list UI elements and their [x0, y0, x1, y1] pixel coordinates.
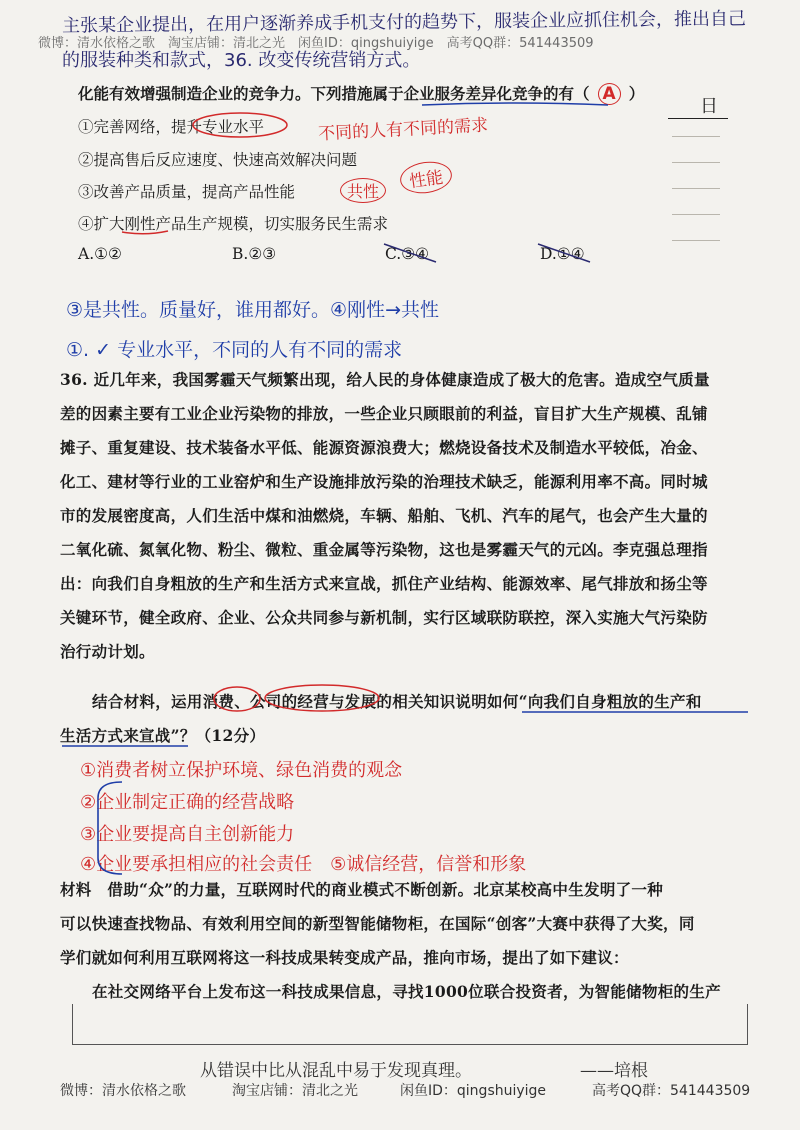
note-item1: 不同的人有不同的需求 — [317, 115, 489, 145]
blue-note-2: ①. ✓ 专业水平，不同的人有不同的需求 — [66, 339, 403, 361]
note-item3-b: 性能 — [398, 159, 454, 197]
date-underline — [668, 118, 728, 119]
underline-task — [520, 708, 750, 716]
note-item3-a: 共性 — [340, 178, 386, 203]
footer-qq: 高考QQ群：541443509 — [592, 1083, 751, 1099]
q35-option-c: C.③④ — [385, 245, 430, 263]
underline-rigid — [120, 228, 170, 236]
blue-note-1: ③是共性。质量好，谁用都好。④刚性→共性 — [66, 299, 439, 321]
handwritten-note-top-line1: 主张某企业提出，在用户逐渐养成手机支付的趋势下，服装企业应抓住机会，推出自己 — [61, 8, 747, 37]
circle-consumption — [212, 684, 262, 714]
rule-line — [672, 240, 720, 241]
q36-line-6: 二氧化硫、氮氧化物、粉尘、微粒、重金属等污染物，这也是雾霾天气的元凶。李克强总理指 — [60, 540, 708, 559]
rule-line — [672, 214, 720, 215]
handwritten-note-top-line2: 的服装种类和款式，36. 改变传统营销方式。 — [62, 50, 421, 71]
rule-line — [672, 188, 720, 189]
underline-differentiation — [420, 100, 610, 108]
q36-task-line1: 结合材料，运用消费、公司的经营与发展的相关知识说明如何“向我们自身粗放的生产和 — [92, 692, 702, 711]
answer-mark: A — [598, 83, 621, 105]
q36-line-5: 市的发展密度高，人们生活中煤和油燃烧，车辆、船舶、飞机、汽车的尾气，也会产生大量的 — [60, 506, 708, 525]
q35-item-3: ③改善产品质量，提高产品性能 — [78, 183, 296, 201]
material-line-2: 可以快速查找物品、有效利用空间的新型智能储物柜，在国际“创客”大赛中获得了大奖，同 — [60, 914, 695, 933]
rule-line — [672, 162, 720, 163]
answer-3: ③企业要提高自主创新能力 — [80, 824, 295, 845]
q35-item-2: ②提高售后反应速度、快速高效解决问题 — [78, 151, 358, 169]
q35-option-b: B.②③ — [232, 245, 277, 263]
q35-item-4: ④扩大刚性产品生产规模，切实服务民生需求 — [78, 215, 389, 233]
answer-2: ②企业制定正确的经营战略 — [80, 792, 295, 813]
q36-line-2: 差的因素主要有工业企业污染物的排放，一些企业只顾眼前的利益，盲目扩大生产规模、乱铺 — [60, 404, 708, 423]
material-line-4: 在社交网络平台上发布这一科技成果信息，寻找1000位联合投资者，为智能储物柜的生产 — [92, 982, 721, 1001]
circle-company — [262, 682, 382, 714]
q35-option-a: A.①② — [78, 245, 122, 263]
material-line-1: 材料 借助“众”的力量，互联网时代的商业模式不断创新。北京某校高中生发明了一种 — [60, 880, 664, 899]
q35-intro: 化能有效增强制造企业的竞争力。下列措施属于企业服务差异化竞争的有（ A ） — [78, 84, 645, 104]
answer-1: ①消费者树立保护环境、绿色消费的观念 — [80, 760, 403, 781]
rule-line — [672, 136, 720, 137]
footer-quote: 从错误中比从混乱中易于发现真理。 — [200, 1061, 472, 1081]
q36-line-9: 治行动计划。 — [60, 642, 155, 661]
circle-professional — [190, 110, 290, 140]
q36-task-line2: 生活方式来宣战”？（12分） — [60, 726, 266, 745]
material-line-3: 学们就如何利用互联网将这一科技成果转变成产品，推向市场，提出了如下建议： — [60, 948, 629, 967]
q36-line-7: 出：向我们自身粗放的生产和生活方式来宣战，抓住产业结构、能源效率、尾气排放和扬尘等 — [60, 574, 708, 593]
bracket-enterprise — [92, 778, 132, 878]
date-label: 日 — [700, 96, 718, 117]
strike-option-c — [380, 240, 440, 266]
footer-xianyu: 闲鱼ID：qingshuiyige — [400, 1083, 547, 1099]
q36-line-8: 关键环节，健全政府、企业、公众共同参与新机制，实行区域联防联控，深入实施大气污染防 — [60, 608, 708, 627]
answer-box — [72, 1004, 748, 1045]
q36-line-4: 化工、建材等行业的工业窑炉和生产设施排放污染的治理技术缺乏，能源利用率不高。同时城 — [60, 472, 708, 491]
q35-item-1: ①完善网络，提升专业水平 — [78, 118, 265, 136]
q36-line-3: 摊子、重复建设、技术装备水平低、能源资源浪费大；燃烧设备技术及制造水平较低，冶金、 — [60, 438, 708, 457]
underline-lifestyle — [60, 742, 190, 750]
watermark-top: 微博：清水依格之歌 淘宝店铺：清北之光 闲鱼ID：qingshuiyige 高考QQ群：541443509 — [38, 36, 594, 51]
q36-line-1: 36. 近几年来，我国雾霾天气频繁出现，给人民的身体健康造成了极大的危害。造成空气质量 — [60, 370, 710, 389]
footer-shop: 淘宝店铺：清北之光 — [232, 1083, 358, 1099]
strike-option-d — [534, 240, 594, 266]
footer-author: ——培根 — [580, 1061, 648, 1081]
footer-weibo: 微博：清水依格之歌 — [60, 1083, 186, 1099]
answer-4: ④企业要承担相应的社会责任 ⑤诚信经营，信誉和形象 — [80, 854, 527, 875]
q35-option-d: D.①④ — [540, 245, 585, 263]
